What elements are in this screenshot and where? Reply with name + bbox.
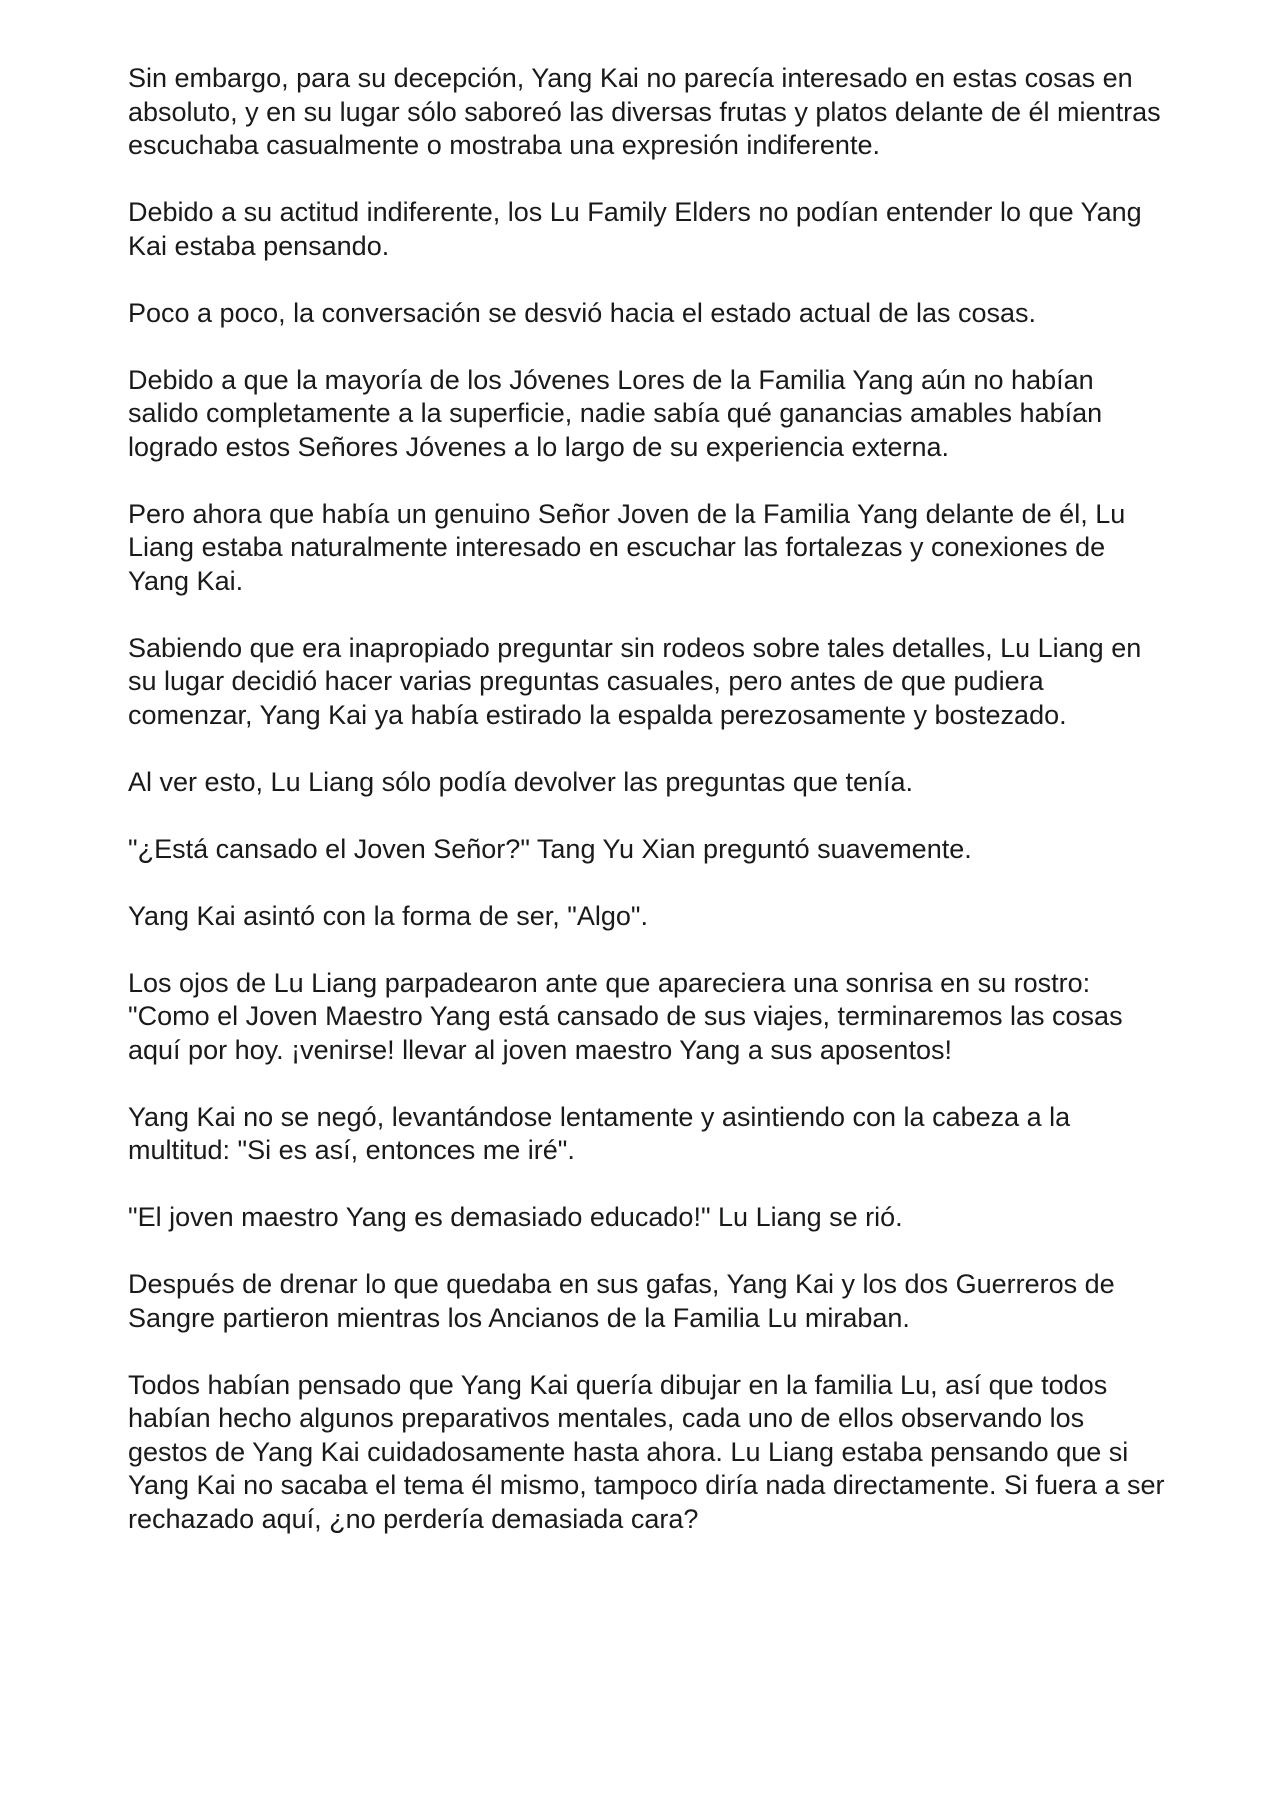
document-body xyxy=(128,62,1168,1570)
paragraph: Después de drenar lo que quedaba en sus gafas, Yang Kai y los dos Guerreros de Sangre partieron mientras los Ancianos de la Familia Lu miraban. xyxy=(128,1269,1115,1333)
paragraph: Poco a poco, la conversación se desvió hacia el estado actual de las cosas. xyxy=(128,297,1037,328)
paragraph: Sin embargo, para su decepción, Yang Kai no parecía interesado en estas cosas en absoluto, y en su lugar sólo saboreó las diversas frutas y platos delante de él mientras escuchaba casualmente o mostraba una expresión indiferente. xyxy=(128,63,1161,160)
paragraph: Al ver esto, Lu Liang sólo podía devolver las preguntas que tenía. xyxy=(128,766,914,797)
paragraph: Yang Kai asintó con la forma de ser, "Algo". xyxy=(128,900,648,931)
paragraph: Debido a que la mayoría de los Jóvenes Lores de la Familia Yang aún no habían salido completamente a la superficie, nadie sabía qué ganancias amables habían logrado estos Señores Jóvenes a lo largo de su experiencia externa. xyxy=(128,364,1103,462)
paragraph: Yang Kai no se negó, levantándose lentamente y asintiendo con la cabeza a la multitud: "Si es así, entonces me iré". xyxy=(128,1101,1071,1165)
paragraph: Sabiendo que era inapropiado preguntar sin rodeos sobre tales detalles, Lu Liang en su lugar decidió hacer varias preguntas casuales, pero antes de que pudiera comenzar, Yang Kai ya había estirado la espalda perezosamente y bostezado. xyxy=(128,632,1142,730)
paragraph: "El joven maestro Yang es demasiado educado!" Lu Liang se rió. xyxy=(128,1202,903,1232)
paragraph: Los ojos de Lu Liang parpadearon ante que apareciera una sonrisa en su rostro: "Como el Joven Maestro Yang está cansado de sus viajes, terminaremos las cosas aquí por hoy. ¡venirse! llevar al joven maestro Yang a sus aposentos! xyxy=(128,967,1123,1065)
paragraph: "¿Está cansado el Joven Señor?" Tang Yu Xian preguntó suavemente. xyxy=(128,833,972,864)
paragraph: Debido a su actitud indiferente, los Lu Family Elders no podían entender lo que Yang Kai estaba pensando. xyxy=(128,197,1142,261)
paragraph: Todos habían pensado que Yang Kai quería dibujar en la familia Lu, así que todos habían hecho algunos preparativos mentales, cada uno de ellos observando los gestos de Yang Kai cuidadosamente hasta ahora. Lu Liang estaba pensando que si Yang Kai no sacaba el tema él mismo, tampoco diría nada directamente. Si fuera a ser rechazado aquí, ¿no perdería demasiada cara? xyxy=(128,1369,1165,1534)
paragraph: Pero ahora que había un genuino Señor Joven de la Familia Yang delante de él, Lu Liang estaba naturalmente interesado en escuchar las fortalezas y conexiones de Yang Kai. xyxy=(128,498,1126,596)
